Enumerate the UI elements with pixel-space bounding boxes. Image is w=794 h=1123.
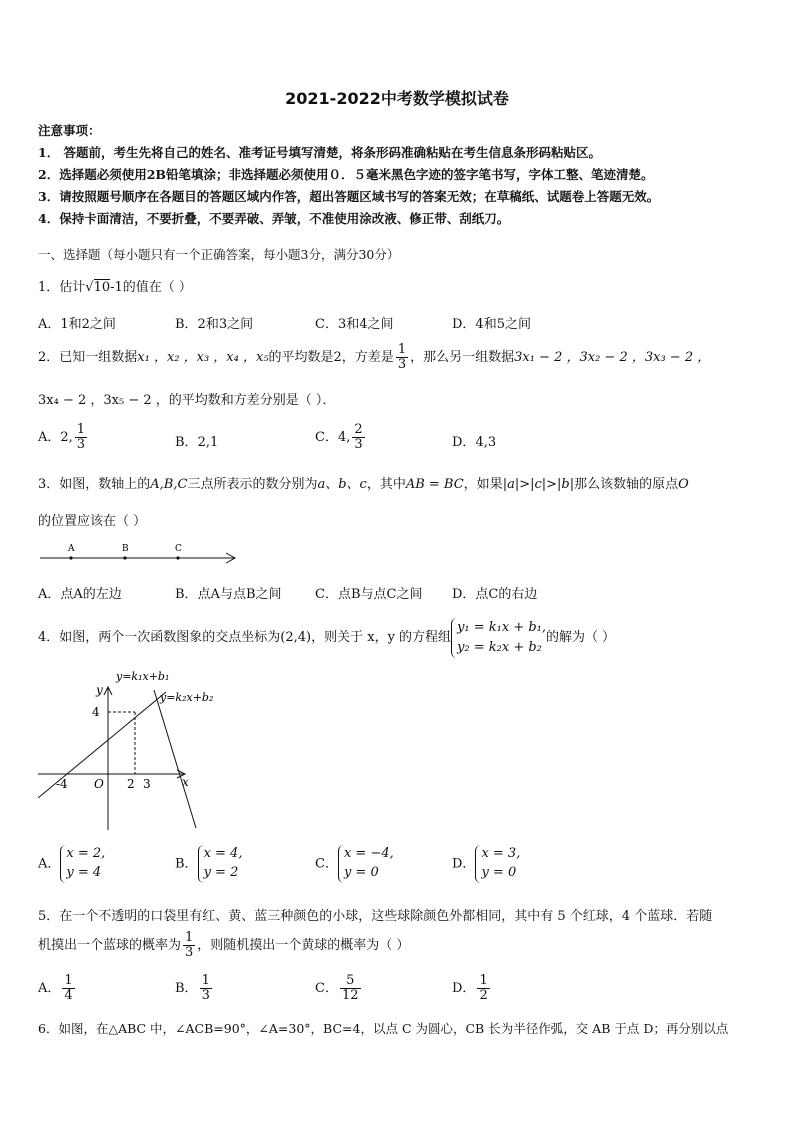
q5-opt-b-label: B． — [175, 981, 198, 996]
point-c-label: C — [175, 544, 182, 554]
q5-opt-d-den: 2 — [479, 988, 488, 1003]
q4-graph — [34, 668, 234, 833]
q3-option-b: B．点A与点B之间 — [175, 587, 282, 602]
notice-item-1: 1． 答题前，考生先将自己的姓名、准考证号填写清楚，将条形码准确粘贴在考生信息条形码粘贴区。 — [38, 145, 602, 160]
q4-opt-a-system — [60, 845, 105, 883]
q2-opt-a-den: 3 — [76, 437, 86, 452]
question-4-line-1 — [38, 616, 615, 660]
q4-opt-d-label: D． — [452, 856, 476, 872]
tick-neg4: -4 — [56, 777, 68, 791]
q5-opt-b-den: 3 — [201, 988, 210, 1003]
origin-label: O — [94, 777, 104, 791]
q2-fraction — [396, 343, 408, 371]
line-1-label: y=k₁x+b₁ — [116, 670, 170, 683]
q2-exprs: 3x₁ − 2 ，3x₂ − 2 ，3x₃ − 2 ， — [514, 350, 711, 365]
q4-opt-b-label: B． — [175, 856, 198, 872]
q4-opt-b-system — [198, 845, 243, 883]
q2-opt-c-label: C． — [315, 430, 338, 445]
q3-cond: |a|>|c|>|b| — [502, 477, 575, 492]
question-6-line-1: 6．如图，在△ABC 中，∠ACB=90°，∠A=30°，BC=4，以点 C 为圆心，CB 长为半径作弧，交 AB 于点 D；再分别以点 — [38, 1021, 729, 1036]
q2-option-b — [175, 431, 218, 450]
q1-option-d: D．4和5之间 — [452, 317, 531, 332]
q1-radicand: 10 — [93, 280, 111, 295]
q4-text-b: ，则关于 x，y 的方程组 — [311, 630, 452, 645]
q5-option-a — [38, 972, 77, 1006]
q5-option-c — [315, 972, 363, 1006]
q3-text-c: ，其中 — [366, 477, 406, 492]
q5-option-d — [452, 972, 492, 1006]
line-2-label: y=k₂x+b₂ — [160, 691, 214, 704]
q2-text-b: 的平均数是2，方差是 — [268, 350, 394, 365]
q2-opt-a-label: A． — [38, 430, 61, 445]
q3-eq: AB = BC — [405, 477, 464, 492]
q5-opt-a-label: A． — [38, 981, 61, 996]
q1-pre: 1．估计 — [38, 280, 86, 295]
q3-option-c: C．点B与点C之间 — [315, 587, 423, 602]
q2-opt-c-num: 2 — [354, 422, 363, 438]
q2-option-c — [315, 423, 367, 453]
q5-fraction — [183, 931, 195, 959]
q5-opt-d-num: 1 — [479, 973, 488, 989]
q5-option-b — [175, 972, 214, 1006]
q1-option-a: A．1和2之间 — [38, 317, 116, 332]
q2-opt-a-num: 1 — [76, 422, 86, 438]
notice-item-4: 4．保持卡面清洁，不要折叠，不要弄破、弄皱，不准使用涂改液、修正带、刮纸刀。 — [38, 211, 510, 226]
q4-text-c: 的解为（ ） — [546, 630, 616, 645]
q4-opt-c-eq1: x = −4, — [343, 846, 394, 861]
q2-opt-d-label: D． — [452, 435, 476, 450]
q5-opt-a-den: 4 — [64, 988, 73, 1003]
q4-sys-eq1: y₁ = k₁x + b₁, — [457, 619, 547, 635]
q4-sys-eq2: y₂ = k₂x + b₂ — [457, 639, 542, 655]
question-3-line-2: 的位置应该在（ ） — [38, 514, 147, 529]
y-axis-label: y — [96, 683, 103, 697]
q3-option-a: A．点A的左边 — [38, 587, 122, 602]
q2-option-a — [38, 423, 89, 453]
q3-text-d: ，如果 — [463, 477, 503, 492]
q4-opt-d-eq1: x = 3, — [481, 846, 521, 861]
point-a-label: A — [68, 544, 75, 554]
q5-opt-c-den: 12 — [341, 988, 359, 1003]
q5-frac-den: 3 — [185, 945, 194, 960]
question-3-line-1 — [38, 473, 689, 492]
q4-option-d — [452, 845, 520, 883]
q5-opt-b-num: 1 — [201, 973, 210, 989]
q5-opt-d-label: D． — [452, 981, 476, 996]
q5-text-b: ，则随机摸出一个黄球的概率为（ ） — [197, 938, 410, 953]
q2-opt-b-val: 2,1 — [197, 435, 219, 450]
page-title: 2021-2022中考数学模拟试卷 — [285, 89, 509, 108]
question-2-line-2: 3x₄ − 2 ，3x₅ − 2 ，的平均数和方差分别是（ ）． — [38, 393, 336, 408]
point-b-dot — [123, 556, 126, 559]
q4-opt-c-system — [338, 845, 394, 883]
q4-option-a — [38, 845, 105, 883]
point-c-dot — [176, 556, 179, 559]
q4-opt-a-eq1: x = 2, — [66, 846, 106, 861]
tick-y4: 4 — [92, 705, 100, 719]
q5-text-a: 机摸出一个蓝球的概率为 — [38, 938, 182, 953]
question-2-line-1 — [38, 340, 710, 376]
q4-option-c — [315, 845, 394, 883]
question-5-line-1: 5．在一个不透明的口袋里有红、黄、蓝三种颜色的小球，这些球除颜色外都相同，其中有 5 个红球，4 个蓝球．若随 — [38, 909, 713, 924]
q2-opt-c-val: 4, — [337, 430, 351, 445]
q4-option-b — [175, 845, 242, 883]
q2-text-c: ，那么另一组数据 — [410, 350, 515, 365]
q3-option-d: D．点C的右边 — [452, 587, 538, 602]
q1-option-c: C．3和4之间 — [315, 317, 394, 332]
notice-heading: 注意事项： — [38, 123, 101, 138]
q3-text-a: 3．如图，数轴上的 — [38, 477, 151, 492]
q4-point: (2,4) — [280, 630, 312, 645]
question-1: 1．估计√10-1的值在（ ） — [38, 280, 192, 295]
q4-system — [451, 618, 546, 658]
point-a-dot — [69, 556, 72, 559]
notice-item-3: 3．请按照题号顺序在各题目的答题区域内作答，超出答题区域书写的答案无效；在草稿纸、试题卷上答题无效。 — [38, 189, 660, 204]
q2-frac-den: 3 — [397, 357, 407, 372]
q4-opt-d-system — [475, 845, 520, 883]
q1-post: -1的值在（ ） — [110, 280, 192, 295]
line-2 — [154, 690, 196, 828]
q3-points: A,B,C — [150, 477, 188, 492]
q2-opt-b-label: B． — [175, 435, 198, 450]
q1-option-b: B．2和3之间 — [175, 317, 254, 332]
q4-opt-c-label: C． — [315, 856, 338, 872]
q4-opt-c-eq2: y = 0 — [343, 864, 379, 880]
q3-abc: a、b、c — [317, 477, 367, 492]
q2-vars: x₁ ，x₂ ，x₃ ，x₄ ，x₅ — [137, 350, 269, 365]
q4-opt-d-eq2: y = 0 — [481, 864, 517, 880]
q3-text-b: 三点所表示的数分别为 — [187, 477, 318, 492]
q4-opt-b-eq1: x = 4, — [203, 846, 243, 861]
q2-opt-a-val: 2, — [60, 430, 73, 445]
q2-text-a: 2．已知一组数据 — [38, 350, 138, 365]
tick-2: 2 — [127, 777, 135, 791]
q2-opt-c-den: 3 — [354, 437, 363, 452]
question-5-line-2 — [38, 928, 409, 964]
q2-option-d — [452, 431, 496, 450]
q3-origin: O — [678, 477, 689, 492]
section-heading: 一、选择题（每小题只有一个正确答案，每小题3分，满分30分） — [38, 247, 400, 262]
q4-opt-b-eq2: y = 2 — [203, 864, 239, 880]
q5-opt-c-num: 5 — [340, 974, 361, 989]
q2-opt-d-val: 4,3 — [475, 435, 497, 450]
q4-text-a: 4．如图，两个一次函数图象的交点坐标为 — [38, 630, 281, 645]
point-b-label: B — [122, 544, 129, 554]
q2-frac-num: 1 — [397, 342, 407, 358]
tick-3: 3 — [143, 777, 151, 791]
number-line — [36, 538, 246, 568]
q5-opt-a-num: 1 — [64, 973, 73, 989]
x-axis-label: x — [182, 775, 189, 789]
q5-frac-num: 1 — [185, 930, 194, 946]
q5-opt-c-label: C． — [315, 981, 338, 996]
notice-item-2: 2．选择题必须使用2B铅笔填涂；非选择题必须使用０．５毫米黑色字迹的签字笔书写，字体工整、笔迹清楚。 — [38, 167, 654, 182]
q4-opt-a-label: A． — [38, 856, 61, 872]
q3-text-e: 那么该数轴的原点 — [574, 477, 679, 492]
q4-opt-a-eq2: y = 4 — [66, 864, 102, 880]
